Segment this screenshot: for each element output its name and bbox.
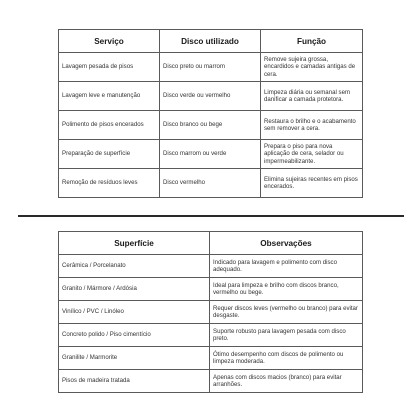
notes-cell: Suporte robusto para lavagem pesada com disco preto.	[210, 324, 363, 347]
function-cell: Elimina sujeiras recentes em pisos encerados.	[261, 169, 363, 198]
column-header-surface: Superfície	[59, 232, 210, 255]
table-row	[59, 301, 363, 324]
function-cell: Restaura o brilho e o acabamento sem remover a cera.	[261, 111, 363, 140]
table-row	[59, 169, 363, 198]
service-cell: Preparação de superfície	[59, 140, 160, 169]
surface-cell: Granilite / Marmorite	[59, 347, 210, 370]
column-header-service: Serviço	[59, 30, 160, 53]
table-header-row	[59, 232, 363, 255]
surface-cell: Granito / Mármore / Ardósia	[59, 278, 210, 301]
table-row	[59, 111, 363, 140]
column-header-function: Função	[261, 30, 363, 53]
table-header-row	[59, 30, 363, 53]
function-cell: Prepara o piso para nova aplicação de cera, selador ou impermeabilizante.	[261, 140, 363, 169]
surface-cell: Cerâmica / Porcelanato	[59, 255, 210, 278]
notes-cell: Indicado para lavagem e polimento com disco adequado.	[210, 255, 363, 278]
table-row	[59, 82, 363, 111]
table-row	[59, 53, 363, 82]
disc-cell: Disco preto ou marrom	[160, 53, 261, 82]
notes-cell: Ideal para limpeza e brilho com discos branco, vermelho ou bege.	[210, 278, 363, 301]
table-row	[59, 140, 363, 169]
function-cell: Limpeza diária ou semanal sem danificar a camada protetora.	[261, 82, 363, 111]
disc-cell: Disco branco ou bege	[160, 111, 261, 140]
function-cell: Remove sujeira grossa, encardidos e camadas antigas de cera.	[261, 53, 363, 82]
column-header-disc: Disco utilizado	[160, 30, 261, 53]
surfaces-table	[58, 231, 363, 393]
section-divider	[18, 215, 404, 217]
surface-cell: Pisos de madeira tratada	[59, 370, 210, 393]
service-cell: Lavagem pesada de pisos	[59, 53, 160, 82]
column-header-notes: Observações	[210, 232, 363, 255]
table-row	[59, 324, 363, 347]
table-row	[59, 278, 363, 301]
notes-cell: Ótimo desempenho com discos de polimento ou limpeza moderada.	[210, 347, 363, 370]
table-row	[59, 347, 363, 370]
service-cell: Remoção de resíduos leves	[59, 169, 160, 198]
surface-cell: Vinílico / PVC / Linóleo	[59, 301, 210, 324]
notes-cell: Apenas com discos macios (branco) para evitar arranhões.	[210, 370, 363, 393]
table-row	[59, 370, 363, 393]
service-cell: Polimento de pisos encerados	[59, 111, 160, 140]
disc-cell: Disco marrom ou verde	[160, 140, 261, 169]
disc-cell: Disco verde ou vermelho	[160, 82, 261, 111]
notes-cell: Requer discos leves (vermelho ou branco) para evitar desgaste.	[210, 301, 363, 324]
service-cell: Lavagem leve e manutenção	[59, 82, 160, 111]
table-row	[59, 255, 363, 278]
surface-cell: Concreto polido / Piso cimentício	[59, 324, 210, 347]
disc-cell: Disco vermelho	[160, 169, 261, 198]
services-table	[58, 29, 363, 198]
